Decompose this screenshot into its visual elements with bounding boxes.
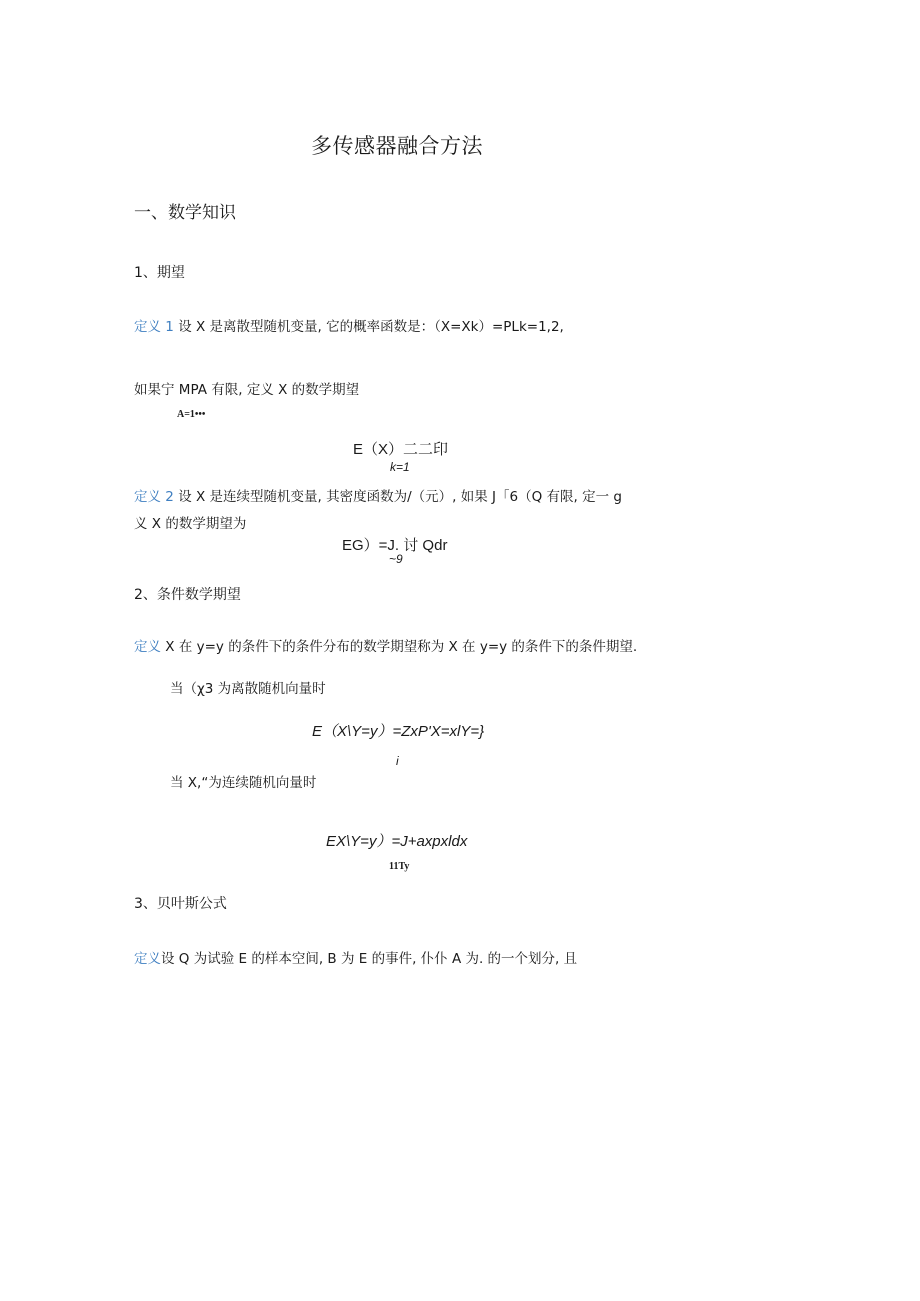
- definition-2: [134, 485, 622, 505]
- formula-continuous-expectation: EG）=J. 讨 Qdr: [342, 537, 448, 554]
- formula-subscript: 11Ty: [389, 861, 410, 872]
- sum-upper-limit: A=1•••: [177, 409, 206, 420]
- subsection-heading-expectation: 1、期望: [134, 265, 185, 281]
- definition-text: 设 X 是连续型随机变量, 其密度函数为/（元）, 如果 J「6（Q 有限, 定一 g: [178, 489, 622, 505]
- document-title: 多传感器融合方法: [311, 134, 483, 158]
- definition-label: 定义 1: [134, 319, 174, 335]
- definition-text: X 在 y=y 的条件下的条件分布的数学期望称为 X 在 y=y 的条件下的条件期望.: [165, 639, 638, 655]
- definition-label: 定义 2: [134, 489, 174, 505]
- definition-1: [134, 315, 564, 335]
- definition-conditional: [134, 635, 637, 655]
- definition-2-continued: 义 X 的数学期望为: [134, 516, 247, 532]
- formula-conditional-continuous: EX\Y=y）=J+axpxldx: [326, 833, 468, 850]
- formula-conditional-discrete: E（X\Y=y）=ZxP'X=xlY=}: [312, 723, 485, 740]
- subsection-heading-bayes: 3、贝叶斯公式: [134, 896, 227, 912]
- definition-text: 设 X 是离散型随机变量, 它的概率函数是：（X=Xk）=PLk=1,2,: [178, 319, 564, 335]
- formula-subscript: ~9: [389, 552, 403, 566]
- subsection-heading-conditional: 2、条件数学期望: [134, 587, 241, 603]
- definition-bayes: [134, 947, 577, 967]
- section-heading-math: 一、数学知识: [134, 203, 236, 223]
- definition-label: 定义: [134, 951, 161, 967]
- formula-discrete-expectation: E（X）二二印: [353, 441, 449, 458]
- formula-subscript: i: [396, 754, 399, 768]
- paragraph-finite-condition: 如果宁 MPA 有限, 定义 X 的数学期望: [134, 382, 360, 398]
- case-discrete: 当（χ3 为离散随机向量时: [170, 681, 326, 697]
- definition-text: 设 Q 为试验 E 的样本空间, B 为 E 的事件, 仆仆 A 为. 的一个划分, 且: [161, 951, 578, 967]
- definition-label: 定义: [134, 639, 161, 655]
- case-continuous: 当 X,“为连续随机向量时: [170, 775, 317, 791]
- formula-subscript: k=1: [390, 460, 410, 474]
